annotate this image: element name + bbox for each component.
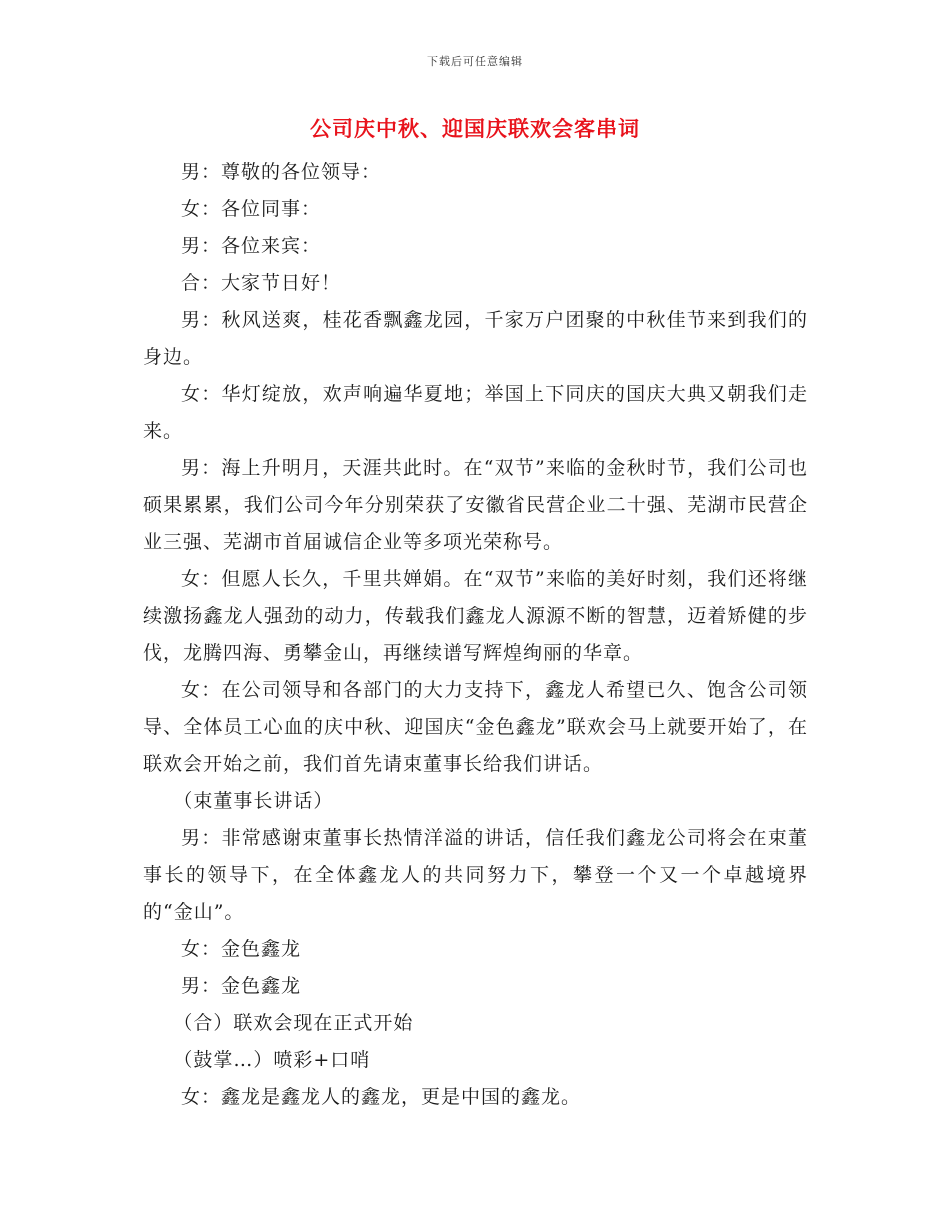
paragraph: 女：各位同事： bbox=[181, 198, 322, 220]
stage-direction: （合）联欢会现在正式开始 bbox=[173, 1012, 414, 1034]
paragraph: 女：但愿人长久，千里共婵娟。在“双节”来临的美好时刻，我们还将继续激扬鑫龙人强劲的动力，传载我们鑫龙人源源不断的智慧，迈着矫健的步伐，龙腾四海、勇攀金山，再继续谱写辉煌绚丽的华章。 bbox=[143, 568, 808, 664]
paragraph: 女：鑫龙是鑫龙人的鑫龙，更是中国的鑫龙。 bbox=[181, 1086, 582, 1108]
paragraph: 男：各位来宾： bbox=[181, 235, 322, 257]
paragraph: 男：金色鑫龙 bbox=[181, 975, 302, 997]
document-body bbox=[143, 154, 808, 1116]
paragraph: 女：在公司领导和各部门的大力支持下，鑫龙人希望已久、饱含公司领导、全体员工心血的庆中秋、迎国庆“金色鑫龙”联欢会马上就要开始了，在联欢会开始之前，我们首先请束董事长给我们讲话。 bbox=[143, 679, 808, 775]
paragraph: 合：大家节日好！ bbox=[181, 272, 342, 294]
paragraph: 女：华灯绽放，欢声响遍华夏地；举国上下同庆的国庆大典又朝我们走来。 bbox=[143, 383, 808, 442]
paragraph: 男：秋风送爽，桂花香飘鑫龙园，千家万户团聚的中秋佳节来到我们的身边。 bbox=[143, 309, 808, 368]
stage-direction: （束董事长讲话） bbox=[173, 790, 334, 812]
paragraph: 女：金色鑫龙 bbox=[181, 938, 302, 960]
paragraph: 男：非常感谢束董事长热情洋溢的讲话，信任我们鑫龙公司将会在束董事长的领导下，在全体鑫龙人的共同努力下，攀登一个又一个卓越境界的“金山”。 bbox=[143, 827, 808, 923]
document-title: 公司庆中秋、迎国庆联欢会客串词 bbox=[310, 116, 640, 141]
paragraph: 男：海上升明月，天涯共此时。在“双节”来临的金秋时节，我们公司也硕果累累，我们公司今年分别荣获了安徽省民营企业二十强、芜湖市民营企业三强、芜湖市首届诚信企业等多项光荣称号。 bbox=[143, 457, 808, 553]
paragraph: 男：尊敬的各位领导： bbox=[181, 161, 382, 183]
stage-direction: （鼓掌…）喷彩+口哨 bbox=[173, 1049, 371, 1071]
page-header: 下载后可任意编辑 bbox=[427, 55, 523, 68]
